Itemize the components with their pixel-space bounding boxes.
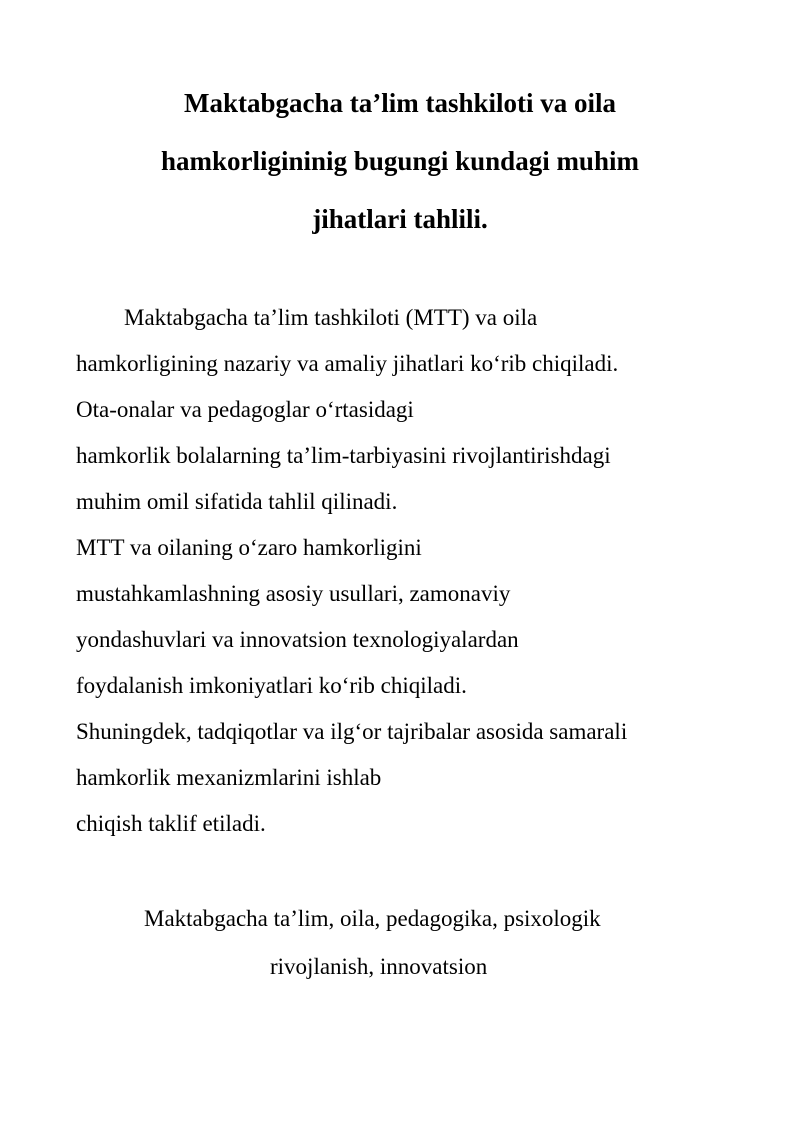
abstract-line: Maktabgacha ta’lim tashkiloti (MTT) va oila (124, 305, 538, 330)
abstract-line: yondashuvlari va innovatsion texnologiyalardan (76, 627, 519, 652)
abstract-line: hamkorlik mexanizmlarini ishlab (76, 765, 382, 790)
abstract-line: hamkorligining nazariy va amaliy jihatlari ko‘rib chiqiladi. (76, 351, 619, 376)
title-line: jihatlari tahlili. (312, 204, 488, 234)
abstract-line: foydalanish imkoniyatlari ko‘rib chiqiladi. (76, 673, 467, 698)
abstract-line: muhim omil sifatida tahlil qilinadi. (76, 489, 398, 514)
keywords-line: rivojlanish, innovatsion (270, 954, 488, 979)
abstract-line: hamkorlik bolalarning ta’lim-tarbiyasini rivojlantirishdagi (76, 443, 611, 468)
abstract-line: Ota-onalar va pedagoglar o‘rtasidagi (76, 397, 414, 422)
keywords-block (76, 895, 776, 991)
abstract-line: chiqish taklif etiladi. (76, 811, 266, 836)
abstract-line: Shuningdek, tadqiqotlar va ilg‘or tajribalar asosida samarali (76, 719, 628, 744)
abstract-line: MTT va oilaning o‘zaro hamkorligini (76, 535, 422, 560)
abstract-line: mustahkamlashning asosiy usullari, zamonaviy (76, 581, 511, 606)
title-line: Maktabgacha ta’lim tashkiloti va oila (183, 88, 616, 118)
abstract-paragraph (76, 295, 756, 847)
document-title (80, 74, 720, 248)
keywords-line: Maktabgacha ta’lim, oila, pedagogika, psixologik (144, 906, 601, 931)
title-line: hamkorligininig bugungi kundagi muhim (161, 146, 639, 176)
